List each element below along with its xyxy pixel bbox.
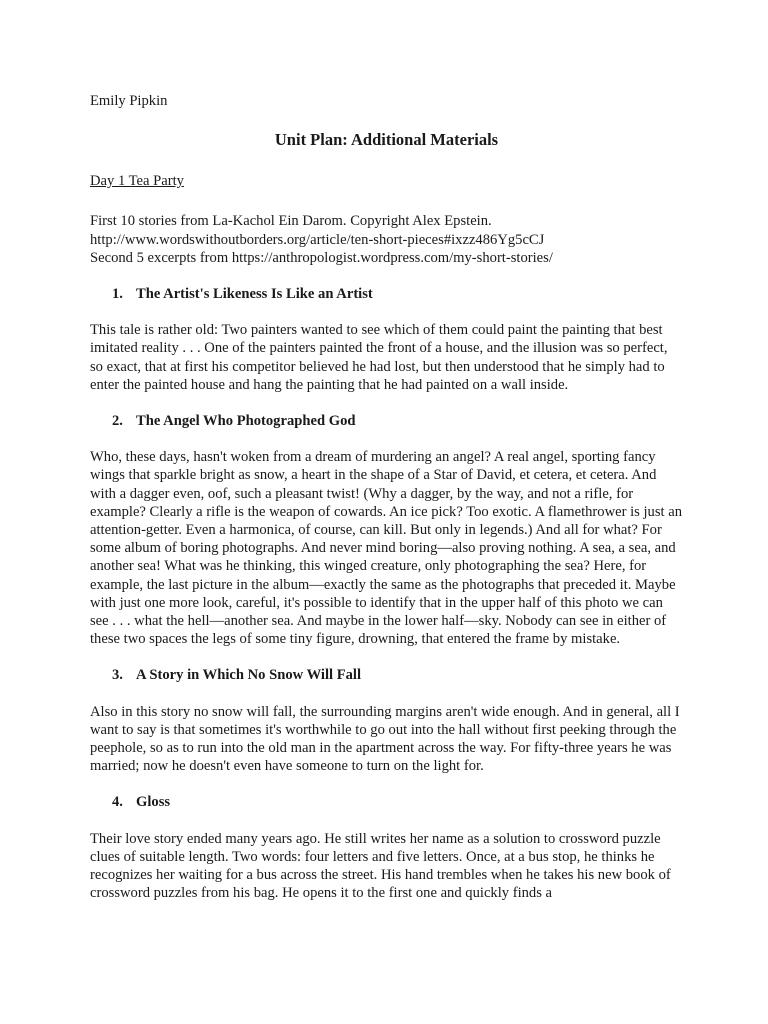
document-title: Unit Plan: Additional Materials [274, 130, 499, 150]
story-heading [90, 793, 683, 811]
story-body: This tale is rather old: Two painters wanted to see which of them could paint the painting that best imitated reality . . . One of the painters painted the front of a house, and the illusion was so perfect, so exact, that at first his competitor believed he had lost, but then understood that he simply had to enter the painted house and hang the painting that he had painted on a wall inside. [90, 322, 668, 393]
story-heading [90, 666, 683, 684]
story-heading [90, 285, 683, 303]
story-body: Who, these days, hasn't woken from a dream of murdering an angel? A real angel, sporting fancy wings that sparkle bright as snow, a heart in the shape of a Star of David, et cetera, et cetera. And with a dagger even, oof, such a pleasant twist! (Why a dagger, by the way, and not a rifle, for example? Clearly a rifle is the weapon of cowards. An ice pick? Too exotic. A flamethrower is just an attention-getter. Even a harmonica, of course, can kill. But only in legends.) And all for what? For some album of boring photographs. And never mind boring—also proving nothing. A sea, a sea, and another sea! What was he thinking, this winged creature, only photographing the sea? Here, for example, the last picture in the album—exactly the same as the photographs that preceded it. Maybe with just one more look, careful, it's possible to identify that in the upper half of this photo we can see . . . what the hell—another sea. And maybe in the lower half—sky. Nobody can see in either of these two spaces the legs of some tiny figure, drowning, that entered the frame by mistake. [90, 449, 683, 648]
story-number: 2. [112, 413, 123, 430]
section-heading: Day 1 Tea Party [90, 173, 184, 190]
author-name: Emily Pipkin [90, 93, 168, 109]
story-title: Gloss [136, 794, 171, 811]
story-title: The Angel Who Photographed God [136, 413, 356, 430]
source-link[interactable]: http://www.wordswithoutborders.org/article/ten-short-pieces#ixzz486Yg5cCJ [90, 231, 545, 248]
source-line: First 10 stories from La-Kachol Ein Darom. Copyright Alex Epstein. [90, 213, 492, 230]
story-heading [90, 412, 683, 430]
story-title: A Story in Which No Snow Will Fall [136, 667, 362, 684]
sources-block [90, 212, 683, 267]
source-line: Second 5 excerpts from https://anthropologist.wordpress.com/my-short-stories/ [90, 249, 553, 266]
story-number: 1. [112, 286, 123, 303]
story-number: 3. [112, 667, 123, 684]
story-number: 4. [112, 794, 123, 811]
story-body: Their love story ended many years ago. He still writes her name as a solution to crossword puzzle clues of suitable length. Two words: four letters and five letters. Once, at a bus stop, he thinks he recognizes her waiting for a bus across the street. His hand trembles when he takes his new book of crossword puzzles from his bag. He opens it to the first one and quickly finds a [90, 830, 671, 902]
story-body: Also in this story no snow will fall, the surrounding margins aren't wide enough. And in general, all I want to say is that sometimes it's worthwhile to go out into the hall without first peeking through the peephole, so as to run into the old man in the apartment across the way. For fifty-three years he was married; now he doesn't even have someone to turn on the light for. [90, 703, 680, 775]
story-title: The Artist's Likeness Is Like an Artist [136, 286, 373, 303]
